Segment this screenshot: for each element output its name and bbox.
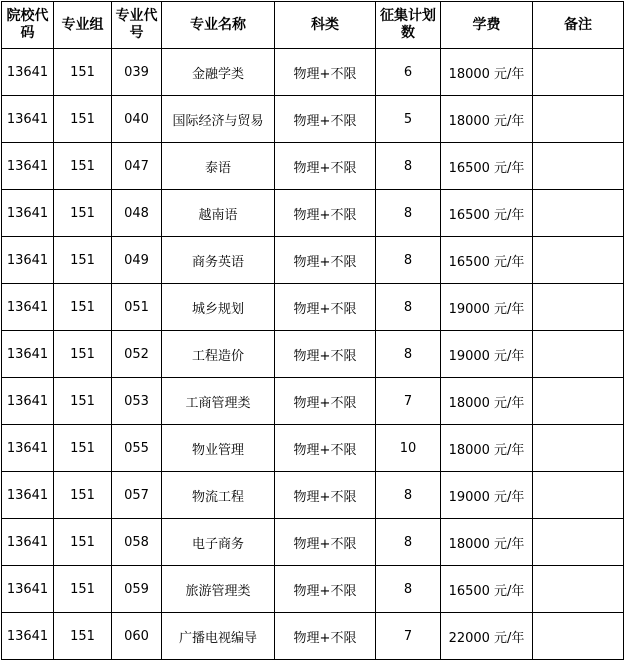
cell-school-code: 13641 bbox=[2, 378, 54, 425]
cell-subject: 物理+不限 bbox=[275, 519, 376, 566]
cell-note bbox=[533, 237, 624, 284]
cell-plan: 8 bbox=[376, 472, 441, 519]
cell-major-code: 058 bbox=[112, 519, 162, 566]
cell-plan: 8 bbox=[376, 237, 441, 284]
cell-subject: 物理+不限 bbox=[275, 284, 376, 331]
cell-major-name: 电子商务 bbox=[162, 519, 275, 566]
cell-plan: 6 bbox=[376, 49, 441, 96]
cell-plan: 8 bbox=[376, 566, 441, 613]
cell-major-code: 039 bbox=[112, 49, 162, 96]
cell-subject: 物理+不限 bbox=[275, 566, 376, 613]
cell-major-name: 金融学类 bbox=[162, 49, 275, 96]
cell-group: 151 bbox=[54, 143, 112, 190]
cell-plan: 5 bbox=[376, 96, 441, 143]
header-major-code: 专业代号 bbox=[112, 2, 162, 49]
cell-plan: 7 bbox=[376, 613, 441, 660]
cell-group: 151 bbox=[54, 613, 112, 660]
cell-major-name: 越南语 bbox=[162, 190, 275, 237]
table-row bbox=[2, 96, 624, 143]
cell-school-code: 13641 bbox=[2, 284, 54, 331]
cell-major-name: 商务英语 bbox=[162, 237, 275, 284]
table-body bbox=[2, 49, 624, 660]
cell-note bbox=[533, 425, 624, 472]
cell-group: 151 bbox=[54, 378, 112, 425]
cell-note bbox=[533, 519, 624, 566]
cell-subject: 物理+不限 bbox=[275, 143, 376, 190]
cell-plan: 10 bbox=[376, 425, 441, 472]
cell-plan: 7 bbox=[376, 378, 441, 425]
cell-subject: 物理+不限 bbox=[275, 425, 376, 472]
cell-fee: 18000 元/年 bbox=[441, 49, 533, 96]
header-subject: 科类 bbox=[275, 2, 376, 49]
cell-note bbox=[533, 566, 624, 613]
cell-subject: 物理+不限 bbox=[275, 378, 376, 425]
cell-school-code: 13641 bbox=[2, 613, 54, 660]
cell-major-name: 物流工程 bbox=[162, 472, 275, 519]
cell-fee: 16500 元/年 bbox=[441, 190, 533, 237]
cell-major-code: 053 bbox=[112, 378, 162, 425]
table-row bbox=[2, 331, 624, 378]
cell-group: 151 bbox=[54, 190, 112, 237]
cell-fee: 16500 元/年 bbox=[441, 566, 533, 613]
cell-group: 151 bbox=[54, 566, 112, 613]
cell-major-code: 055 bbox=[112, 425, 162, 472]
cell-major-name: 旅游管理类 bbox=[162, 566, 275, 613]
cell-subject: 物理+不限 bbox=[275, 613, 376, 660]
cell-subject: 物理+不限 bbox=[275, 49, 376, 96]
table-row bbox=[2, 237, 624, 284]
cell-note bbox=[533, 378, 624, 425]
cell-major-name: 工商管理类 bbox=[162, 378, 275, 425]
cell-plan: 8 bbox=[376, 331, 441, 378]
cell-group: 151 bbox=[54, 284, 112, 331]
table-row bbox=[2, 566, 624, 613]
cell-plan: 8 bbox=[376, 190, 441, 237]
table-row bbox=[2, 49, 624, 96]
cell-plan: 8 bbox=[376, 143, 441, 190]
cell-fee: 18000 元/年 bbox=[441, 425, 533, 472]
header-row bbox=[2, 2, 624, 49]
cell-school-code: 13641 bbox=[2, 566, 54, 613]
cell-subject: 物理+不限 bbox=[275, 472, 376, 519]
cell-fee: 18000 元/年 bbox=[441, 378, 533, 425]
cell-major-code: 049 bbox=[112, 237, 162, 284]
cell-group: 151 bbox=[54, 49, 112, 96]
cell-group: 151 bbox=[54, 331, 112, 378]
cell-note bbox=[533, 613, 624, 660]
header-group: 专业组 bbox=[54, 2, 112, 49]
header-plan: 征集计划数 bbox=[376, 2, 441, 49]
table-row bbox=[2, 613, 624, 660]
header-school-code: 院校代码 bbox=[2, 2, 54, 49]
cell-note bbox=[533, 472, 624, 519]
cell-major-name: 工程造价 bbox=[162, 331, 275, 378]
table-row bbox=[2, 143, 624, 190]
table-row bbox=[2, 284, 624, 331]
cell-major-code: 059 bbox=[112, 566, 162, 613]
cell-note bbox=[533, 96, 624, 143]
cell-fee: 18000 元/年 bbox=[441, 96, 533, 143]
cell-major-name: 城乡规划 bbox=[162, 284, 275, 331]
table-row bbox=[2, 472, 624, 519]
cell-fee: 19000 元/年 bbox=[441, 472, 533, 519]
table-row bbox=[2, 519, 624, 566]
cell-school-code: 13641 bbox=[2, 331, 54, 378]
cell-subject: 物理+不限 bbox=[275, 96, 376, 143]
cell-major-code: 057 bbox=[112, 472, 162, 519]
cell-major-code: 052 bbox=[112, 331, 162, 378]
cell-plan: 8 bbox=[376, 519, 441, 566]
cell-note bbox=[533, 49, 624, 96]
cell-school-code: 13641 bbox=[2, 472, 54, 519]
cell-group: 151 bbox=[54, 237, 112, 284]
table-row bbox=[2, 190, 624, 237]
cell-major-code: 048 bbox=[112, 190, 162, 237]
cell-group: 151 bbox=[54, 425, 112, 472]
cell-subject: 物理+不限 bbox=[275, 237, 376, 284]
table-row bbox=[2, 425, 624, 472]
cell-school-code: 13641 bbox=[2, 143, 54, 190]
header-major-name: 专业名称 bbox=[162, 2, 275, 49]
cell-major-name: 广播电视编导 bbox=[162, 613, 275, 660]
cell-fee: 16500 元/年 bbox=[441, 237, 533, 284]
cell-fee: 19000 元/年 bbox=[441, 284, 533, 331]
cell-fee: 22000 元/年 bbox=[441, 613, 533, 660]
cell-subject: 物理+不限 bbox=[275, 190, 376, 237]
cell-major-code: 040 bbox=[112, 96, 162, 143]
cell-school-code: 13641 bbox=[2, 190, 54, 237]
cell-major-name: 泰语 bbox=[162, 143, 275, 190]
cell-group: 151 bbox=[54, 96, 112, 143]
cell-fee: 16500 元/年 bbox=[441, 143, 533, 190]
cell-note bbox=[533, 331, 624, 378]
cell-note bbox=[533, 190, 624, 237]
cell-major-code: 047 bbox=[112, 143, 162, 190]
cell-school-code: 13641 bbox=[2, 519, 54, 566]
cell-school-code: 13641 bbox=[2, 96, 54, 143]
cell-group: 151 bbox=[54, 472, 112, 519]
table-row bbox=[2, 378, 624, 425]
cell-major-code: 060 bbox=[112, 613, 162, 660]
cell-school-code: 13641 bbox=[2, 425, 54, 472]
cell-major-name: 国际经济与贸易 bbox=[162, 96, 275, 143]
cell-fee: 18000 元/年 bbox=[441, 519, 533, 566]
admission-plan-table bbox=[1, 1, 624, 660]
cell-school-code: 13641 bbox=[2, 237, 54, 284]
header-note: 备注 bbox=[533, 2, 624, 49]
cell-fee: 19000 元/年 bbox=[441, 331, 533, 378]
cell-school-code: 13641 bbox=[2, 49, 54, 96]
cell-major-name: 物业管理 bbox=[162, 425, 275, 472]
cell-group: 151 bbox=[54, 519, 112, 566]
cell-subject: 物理+不限 bbox=[275, 331, 376, 378]
cell-note bbox=[533, 143, 624, 190]
cell-note bbox=[533, 284, 624, 331]
cell-major-code: 051 bbox=[112, 284, 162, 331]
cell-plan: 8 bbox=[376, 284, 441, 331]
header-fee: 学费 bbox=[441, 2, 533, 49]
